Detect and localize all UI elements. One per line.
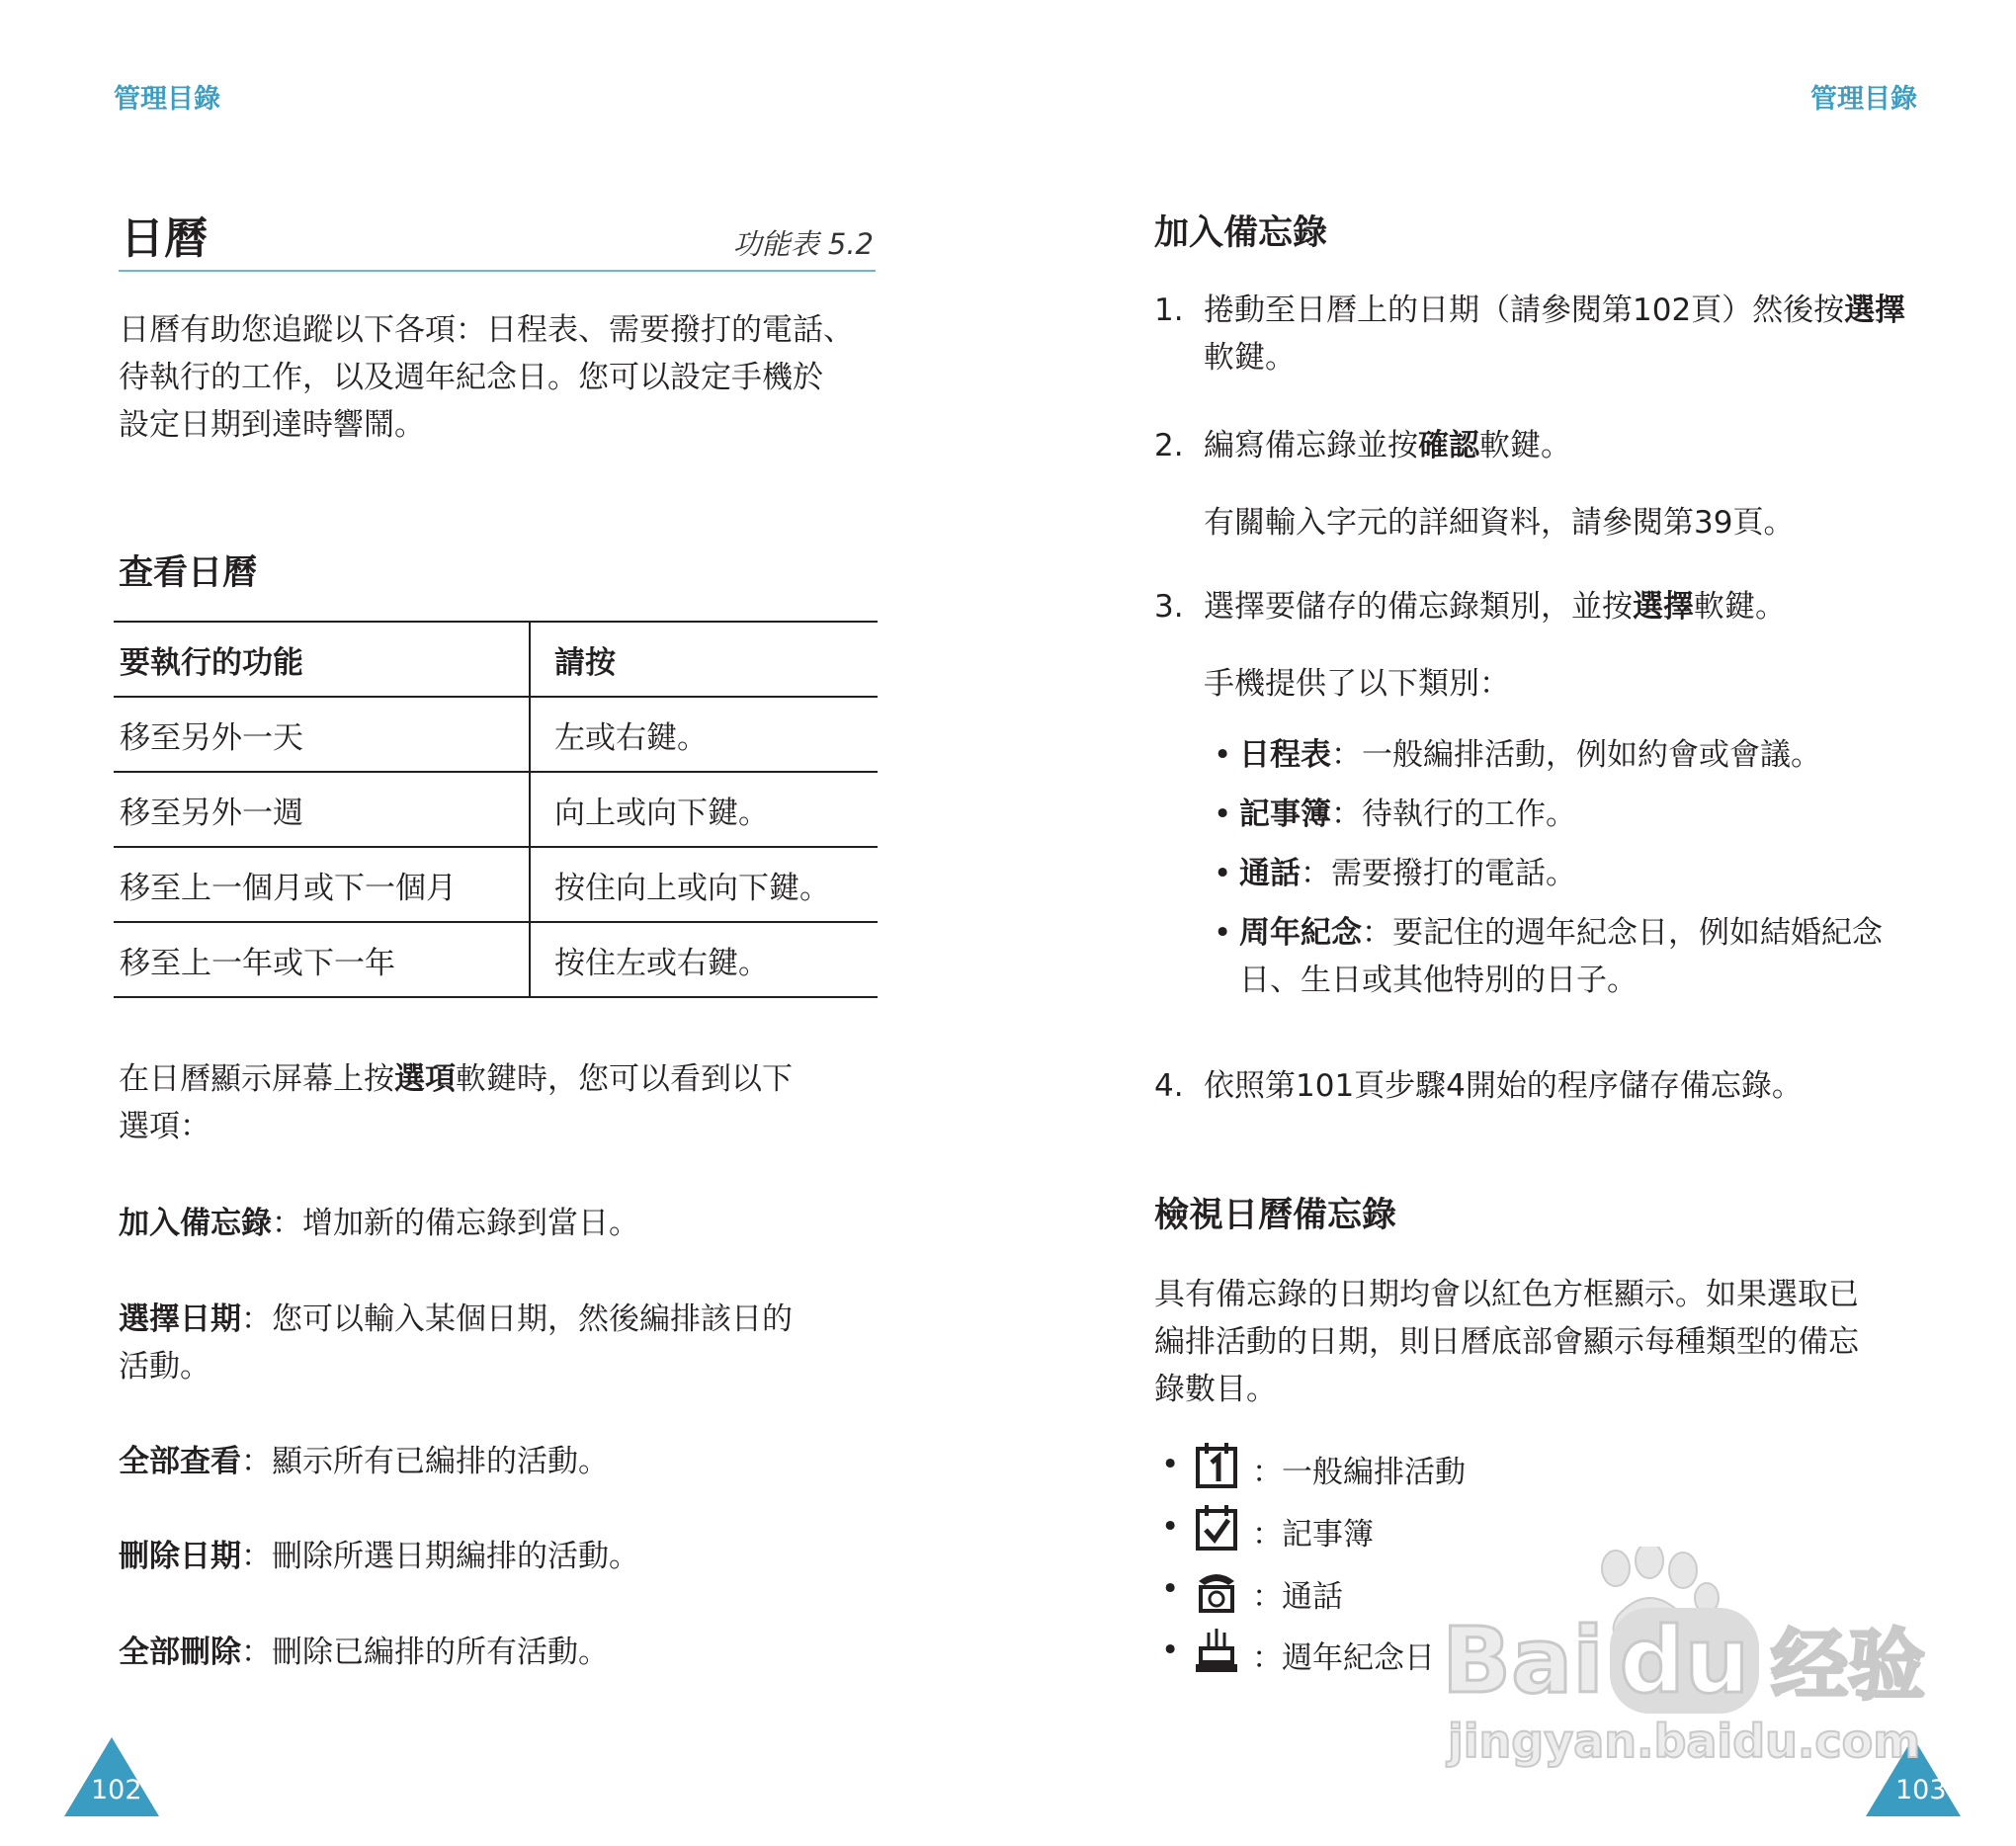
- options-intro: [119, 1055, 889, 1150]
- option-desc: ：顯示所有已編排的活動。: [241, 1444, 609, 1479]
- icon-label: 一般編排活動: [1282, 1455, 1466, 1490]
- bullet: •: [1161, 1571, 1180, 1607]
- step-text: 軟鍵。: [1204, 340, 1296, 376]
- watermark-cn: 经验: [1771, 1622, 1926, 1711]
- option-select-date: [119, 1296, 889, 1390]
- table-row: [114, 922, 878, 997]
- category-term: 記事簿: [1239, 797, 1331, 832]
- options-intro-text: 選項：: [119, 1109, 210, 1144]
- option-delete-all: [119, 1629, 889, 1676]
- table-cell: 按住向上或向下鍵。: [530, 847, 878, 922]
- table-row: [114, 847, 878, 922]
- step-3: [1154, 583, 1935, 630]
- softkey-label: 選擇: [1633, 589, 1694, 625]
- category-item: [1214, 731, 1925, 779]
- watermark-brand-du: du: [1610, 1608, 1759, 1714]
- view-line: 具有備忘錄的日期均會以紅色方框顯示。如果選取已: [1154, 1277, 1859, 1312]
- step-text: 手機提供了以下類別：: [1204, 666, 1510, 702]
- options-softkey-label: 選項: [394, 1061, 456, 1097]
- category-desc: ：要記住的週年紀念日，例如結婚紀念: [1362, 915, 1883, 951]
- option-term: 全部刪除: [119, 1635, 241, 1670]
- table-cell: 移至上一個月或下一個月: [114, 847, 530, 922]
- step-2-note: [1154, 499, 1935, 546]
- table-cell: 左或右鍵。: [530, 697, 878, 772]
- table-cell: 移至另外一天: [114, 697, 530, 772]
- table-row: [114, 697, 878, 772]
- step-1: [1154, 287, 1935, 381]
- intro-line: 設定日期到達時響鬧。: [119, 407, 425, 443]
- watermark-brand: Bai: [1442, 1608, 1604, 1714]
- category-term: 日程表: [1239, 737, 1331, 773]
- step-number: 3.: [1154, 589, 1184, 625]
- page-number: 102: [91, 1775, 142, 1805]
- table-row: [114, 772, 878, 847]
- step-number: 4.: [1154, 1068, 1184, 1104]
- softkey-label: 確認: [1418, 428, 1479, 463]
- table-cell: 移至另外一週: [114, 772, 530, 847]
- icon-colon: ：: [1252, 1640, 1283, 1676]
- table-cell: 移至上一年或下一年: [114, 922, 530, 997]
- bullet: •: [1214, 737, 1232, 773]
- option-desc: ：增加新的備忘錄到當日。: [272, 1206, 639, 1241]
- calendar-1-icon: [1195, 1441, 1238, 1490]
- step-text: 依照第101頁步驟4開始的程序儲存備忘錄。: [1204, 1068, 1803, 1104]
- step-4: [1154, 1062, 1935, 1110]
- step-text: 軟鍵。: [1479, 428, 1571, 463]
- category-item: [1214, 791, 1925, 838]
- option-add-memo: [119, 1200, 889, 1247]
- icon-label: 通話: [1282, 1579, 1343, 1615]
- icon-colon: ：: [1252, 1579, 1283, 1615]
- option-view-all: [119, 1438, 889, 1485]
- calendar-check-icon: [1195, 1503, 1238, 1552]
- step-text: 選擇要儲存的備忘錄類別，並按: [1204, 589, 1633, 625]
- step-2: [1154, 422, 1935, 469]
- option-desc: 活動。: [119, 1349, 210, 1384]
- step-text: 捲動至日曆上的日期（請參閱第102頁）然後按: [1204, 293, 1845, 328]
- table-cell: 按住左或右鍵。: [530, 922, 878, 997]
- section-heading-view-calendar: 查看日曆: [119, 553, 258, 593]
- category-desc: ：需要撥打的電話。: [1301, 856, 1576, 891]
- table-cell: 向上或向下鍵。: [530, 772, 878, 847]
- step-3-note: [1154, 660, 1935, 708]
- view-line: 錄數目。: [1154, 1372, 1277, 1407]
- icon-label: 週年紀念日: [1282, 1640, 1435, 1676]
- softkey-label: 選擇: [1844, 293, 1906, 328]
- option-delete-date: [119, 1533, 889, 1580]
- step-number: 1.: [1154, 293, 1184, 328]
- options-intro-text: 軟鍵時，您可以看到以下: [456, 1061, 793, 1097]
- cake-icon: [1195, 1627, 1238, 1676]
- page-title: 日曆: [121, 213, 208, 264]
- bullet: •: [1161, 1509, 1180, 1545]
- section-heading-view-memo: 檢視日曆備忘錄: [1154, 1196, 1397, 1235]
- section-heading-add-memo: 加入備忘錄: [1154, 213, 1328, 253]
- category-desc: 日、生日或其他特別的日子。: [1239, 963, 1638, 998]
- option-desc: ：您可以輸入某個日期，然後編排該日的: [241, 1301, 793, 1337]
- step-number: 2.: [1154, 428, 1184, 463]
- bullet: •: [1214, 856, 1232, 891]
- option-term: 全部查看: [119, 1444, 241, 1479]
- table-header-cell: 要執行的功能: [114, 622, 530, 697]
- step-text: 編寫備忘錄並按: [1204, 428, 1418, 463]
- category-term: 周年紀念: [1239, 915, 1362, 951]
- category-desc: ：一般編排活動，例如約會或會議。: [1331, 737, 1821, 773]
- table-header-cell: 請按: [530, 622, 878, 697]
- category-item: [1214, 850, 1925, 897]
- view-line: 編排活動的日期，則日曆底部會顯示每種類型的備忘: [1154, 1324, 1859, 1360]
- options-intro-text: 在日曆顯示屏幕上按: [119, 1061, 394, 1097]
- view-paragraph: [1154, 1271, 1945, 1413]
- intro-paragraph: [119, 306, 889, 449]
- option-term: 刪除日期: [119, 1539, 241, 1574]
- option-term: 加入備忘錄: [119, 1206, 272, 1241]
- bullet: •: [1214, 797, 1232, 832]
- option-desc: ：刪除已編排的所有活動。: [241, 1635, 609, 1670]
- icon-colon: ：: [1252, 1455, 1283, 1490]
- watermark-url: jingyan.baidu.com: [1448, 1715, 1921, 1768]
- option-desc: ：刪除所選日期編排的活動。: [241, 1539, 639, 1574]
- option-term: 選擇日期: [119, 1301, 241, 1337]
- icon-colon: ：: [1252, 1517, 1283, 1552]
- telephone-icon: [1195, 1565, 1238, 1615]
- category-item: [1214, 909, 1925, 1004]
- step-text: 軟鍵。: [1694, 589, 1786, 625]
- bullet: •: [1214, 915, 1232, 951]
- intro-line: 待執行的工作，以及週年紀念日。您可以設定手機於: [119, 360, 823, 395]
- step-text: 有關輸入字元的詳細資料，請參閱第39頁。: [1204, 505, 1795, 541]
- bullet: •: [1161, 1633, 1180, 1668]
- icon-label: 記事簿: [1282, 1517, 1374, 1552]
- table-header-row: [114, 622, 878, 697]
- page-number: 103: [1895, 1775, 1947, 1805]
- running-head: 管理目錄: [1810, 84, 1917, 115]
- intro-line: 日曆有助您追蹤以下各項：日程表、需要撥打的電話、: [119, 312, 854, 348]
- function-table: [114, 621, 878, 998]
- baidu-watermark: [1438, 1547, 1926, 1784]
- menu-reference: 功能表 5.2: [732, 227, 874, 261]
- category-desc: ：待執行的工作。: [1331, 797, 1576, 832]
- category-term: 通話: [1239, 856, 1301, 891]
- title-row: [119, 203, 876, 272]
- bullet: •: [1161, 1447, 1180, 1482]
- running-head: 管理目錄: [114, 84, 220, 115]
